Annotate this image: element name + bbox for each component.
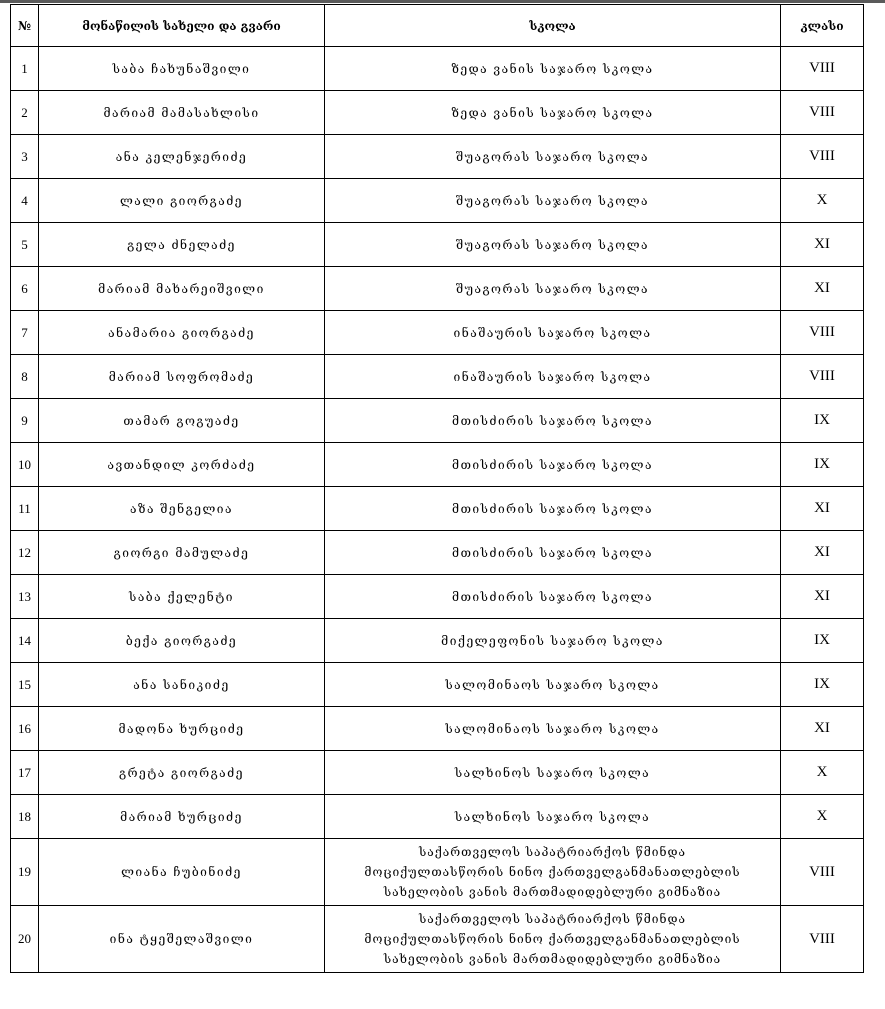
row-number: 2 [11,91,39,135]
row-number: 4 [11,179,39,223]
school-name: მთისძირის საჯარო სკოლა [325,443,781,487]
participant-name: ინა ტყეშელაშვილი [39,906,325,973]
participant-name: ანა სანიკიძე [39,663,325,707]
school-name: მიქელეფონის საჯარო სკოლა [325,619,781,663]
grade-value: VIII [781,906,864,973]
row-number: 9 [11,399,39,443]
table-row [11,906,864,973]
grade-value: VIII [781,839,864,906]
grade-value: VIII [781,135,864,179]
participant-name: მადონა ხურციძე [39,707,325,751]
school-name: მთისძირის საჯარო სკოლა [325,531,781,575]
grade-value: X [781,795,864,839]
grade-value: X [781,179,864,223]
school-name-line: სახელობის ვანის მართმადიდებლური გიმნაზია [383,885,722,899]
participant-name: ლალი გიორგაძე [39,179,325,223]
row-number: 14 [11,619,39,663]
participant-name: გრეტა გიორგაძე [39,751,325,795]
row-number: 3 [11,135,39,179]
table-row [11,531,864,575]
school-name-line: მოციქულთასწორის ნინო ქართველგანმანათლებლის [364,932,741,946]
participant-name: მარიამ მახარეიშვილი [39,267,325,311]
grade-value: IX [781,663,864,707]
row-number: 16 [11,707,39,751]
table-row [11,839,864,906]
participant-name: საბა ჩახუნაშვილი [39,47,325,91]
school-name: სალხინოს საჯარო სკოლა [325,795,781,839]
table-row [11,223,864,267]
grade-value: VIII [781,47,864,91]
participant-name: მარიამ მამასახლისი [39,91,325,135]
table-row [11,575,864,619]
school-name: სალომინაოს საჯარო სკოლა [325,663,781,707]
row-number: 12 [11,531,39,575]
header-number: № [11,5,39,47]
school-name [325,906,781,973]
participant-name: მარიამ ხურციძე [39,795,325,839]
school-name: შუაგორას საჯარო სკოლა [325,135,781,179]
school-name: მთისძირის საჯარო სკოლა [325,399,781,443]
participant-name: ბექა გიორგაძე [39,619,325,663]
school-name: სალხინოს საჯარო სკოლა [325,751,781,795]
school-name-line: მოციქულთასწორის ნინო ქართველგანმანათლებლის [364,865,741,879]
row-number: 10 [11,443,39,487]
school-name: შუაგორას საჯარო სკოლა [325,267,781,311]
table-body [11,47,864,973]
participant-name: ანამარია გიორგაძე [39,311,325,355]
table-row [11,707,864,751]
header-grade: კლასი [781,5,864,47]
row-number: 8 [11,355,39,399]
row-number: 1 [11,47,39,91]
header-school: სკოლა [325,5,781,47]
row-number: 17 [11,751,39,795]
row-number: 19 [11,839,39,906]
table-row [11,795,864,839]
table-row [11,751,864,795]
grade-value: XI [781,531,864,575]
table-row [11,355,864,399]
row-number: 6 [11,267,39,311]
table-row [11,47,864,91]
row-number: 18 [11,795,39,839]
top-divider [0,0,885,3]
grade-value: VIII [781,311,864,355]
school-name: შუაგორას საჯარო სკოლა [325,223,781,267]
participant-name: ლიანა ჩუბინიძე [39,839,325,906]
school-name: სალომინაოს საჯარო სკოლა [325,707,781,751]
table-row [11,267,864,311]
table-row [11,179,864,223]
grade-value: XI [781,267,864,311]
grade-value: IX [781,619,864,663]
participant-name: ანა კელენჯერიძე [39,135,325,179]
table-row [11,487,864,531]
table-row [11,399,864,443]
school-name: მთისძირის საჯარო სკოლა [325,575,781,619]
school-name: ინაშაურის საჯარო სკოლა [325,311,781,355]
participant-name: გელა ძნელაძე [39,223,325,267]
school-name [325,839,781,906]
table-row [11,619,864,663]
participant-name: მარიამ სოფრომაძე [39,355,325,399]
row-number: 13 [11,575,39,619]
grade-value: XI [781,575,864,619]
grade-value: X [781,751,864,795]
grade-value: XI [781,487,864,531]
grade-value: VIII [781,91,864,135]
table-row [11,91,864,135]
school-name-line: საქართველოს საპატრიარქოს წმინდა [418,845,686,859]
school-name-line: საქართველოს საპატრიარქოს წმინდა [418,912,686,926]
table-header-row [11,5,864,47]
row-number: 7 [11,311,39,355]
table-row [11,311,864,355]
participants-table [10,4,864,973]
participant-name: ავთანდილ კორძაძე [39,443,325,487]
row-number: 11 [11,487,39,531]
table-row [11,443,864,487]
participant-name: საბა ქელენტი [39,575,325,619]
school-name: ზედა ვანის საჯარო სკოლა [325,47,781,91]
grade-value: XI [781,707,864,751]
participant-name: გიორგი მამულაძე [39,531,325,575]
row-number: 5 [11,223,39,267]
header-name: მონაწილის სახელი და გვარი [39,5,325,47]
school-name: ზედა ვანის საჯარო სკოლა [325,91,781,135]
participant-name: თამარ გოგუაძე [39,399,325,443]
table-row [11,135,864,179]
participant-name: აზა შენგელია [39,487,325,531]
table-row [11,663,864,707]
grade-value: XI [781,223,864,267]
school-name: შუაგორას საჯარო სკოლა [325,179,781,223]
grade-value: IX [781,399,864,443]
school-name: მთისძირის საჯარო სკოლა [325,487,781,531]
row-number: 20 [11,906,39,973]
grade-value: VIII [781,355,864,399]
row-number: 15 [11,663,39,707]
school-name-line: სახელობის ვანის მართმადიდებლური გიმნაზია [383,952,722,966]
grade-value: IX [781,443,864,487]
school-name: ინაშაურის საჯარო სკოლა [325,355,781,399]
